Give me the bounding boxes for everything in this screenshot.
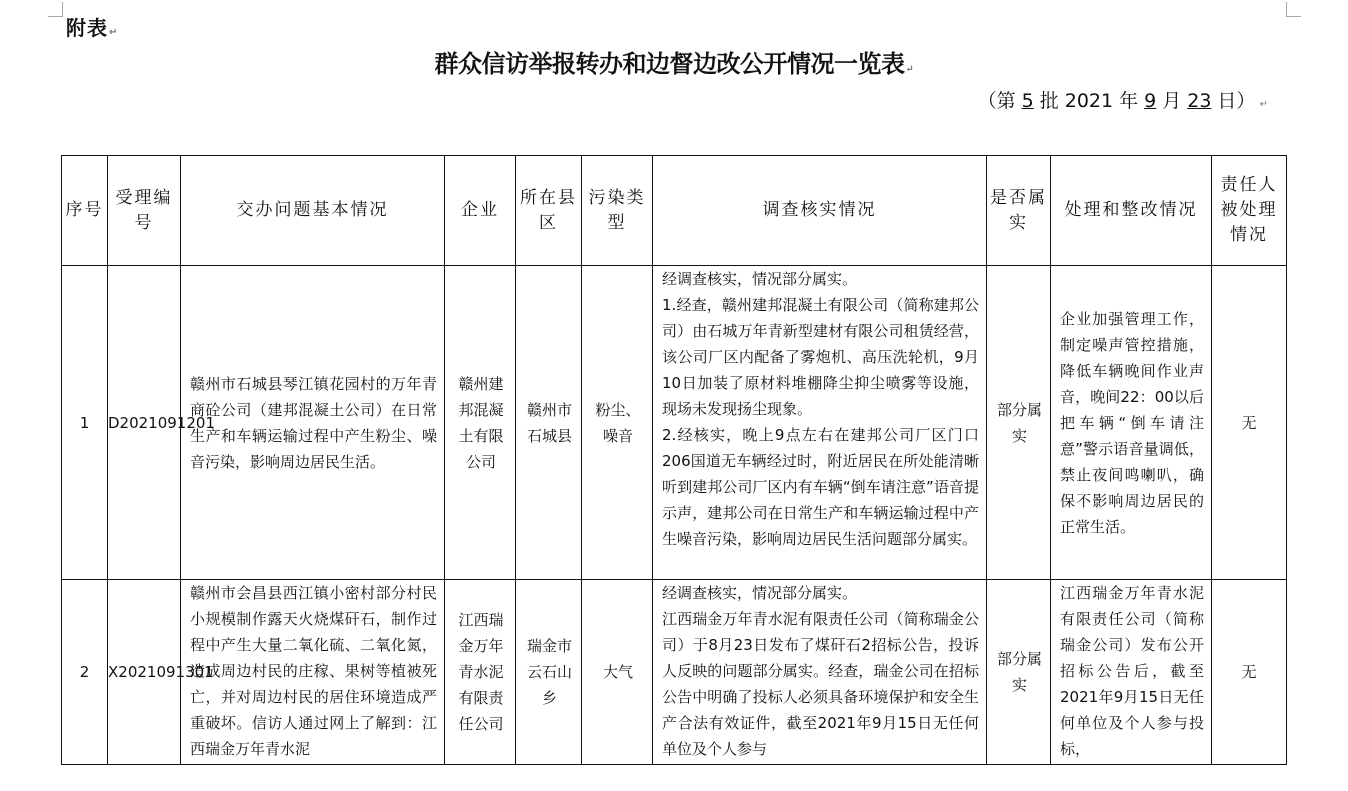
header-issue: 交办问题基本情况 (181, 156, 445, 266)
header-investigation: 调查核实情况 (653, 156, 987, 266)
row-issue: 赣州市石城县琴江镇花园村的万年青商砼公司（建邦混凝土公司）在日常生产和车辆运输过程中产生粉尘、噪音污染，影响周边居民生活。 (181, 266, 445, 580)
row-handling: 江西瑞金万年青水泥有限责任公司（简称瑞金公司）发布公开招标公告后，截至2021年9月15日无任何单位及个人参与投标， (1051, 580, 1212, 765)
batch-month: 9 (1144, 90, 1157, 112)
row-verified: 部分属实 (987, 266, 1051, 580)
row-investigation: 经调查核实，情况部分属实。 江西瑞金万年青水泥有限责任公司（简称瑞金公司）于8月23日发布了煤矸石2招标公告，投诉人反映的问题部分属实。经查，瑞金公司在招标公告中明确了投标人必须具备环境保护和安全生产合法有效证件，截至2021年9月15日无任何单位及个人参与 (653, 580, 987, 765)
row-case-no: D2021091201 (108, 266, 181, 580)
crop-mark-top-right (1286, 2, 1301, 17)
crop-mark-top-left (48, 2, 63, 17)
row-accountability: 无 (1212, 266, 1287, 580)
row-case-no: X2021091301 (108, 580, 181, 765)
batch-day: 23 (1187, 90, 1212, 112)
row-enterprise: 赣州建邦混凝土有限公司 (445, 266, 516, 580)
row-issue: 赣州市会昌县西江镇小密村部分村民小规模制作露天火烧煤矸石，制作过程中产生大量二氧化硫、二氧化氮，造成周边村民的庄稼、果树等植被死亡，并对周边村民的居住环境造成严重破坏。信访人通过网上了解到：江西瑞金万年青水泥 (181, 580, 445, 765)
disclosure-table (61, 155, 1287, 765)
header-accountability: 责任人被处理情况 (1212, 156, 1287, 266)
header-county: 所在县区 (516, 156, 582, 266)
document-title: 群众信访举报转办和边督边改公开情况一览表↵ (434, 49, 914, 78)
header-case-no: 受理编号 (108, 156, 181, 266)
row-investigation: 经调查核实，情况部分属实。 1.经查，赣州建邦混凝土有限公司（简称建邦公司）由石城万年青新型建材有限公司租赁经营，该公司厂区内配备了雾炮机、高压洗轮机，9月10日加装了原材料堆棚降尘抑尘喷雾等设施，现场未发现扬尘现象。 2.经核实，晚上9点左右在建邦公司厂区门口206国道无车辆经过时，附近居民在所处能清晰听到建邦公司厂区内有车辆“倒车请注意”语音提示声，建邦公司在日常生产和车辆运输过程中产生噪音污染，影响周边居民生活问题部分属实。 (653, 266, 987, 580)
appendix-label: 附表↵ (66, 16, 119, 40)
row-pollution: 粉尘、噪音 (582, 266, 653, 580)
row-pollution: 大气 (582, 580, 653, 765)
header-seq: 序号 (62, 156, 108, 266)
row-seq: 1 (62, 266, 108, 580)
row-handling: 企业加强管理工作，制定噪声管控措施，降低车辆晚间作业声音，晚间22：00以后把车辆“倒车请注意”警示语音量调低，禁止夜间鸣喇叭，确保不影响周边居民的正常生活。 (1051, 266, 1212, 580)
header-pollution: 污染类型 (582, 156, 653, 266)
table-row (62, 580, 1287, 765)
header-verified: 是否属实 (987, 156, 1051, 266)
row-accountability: 无 (1212, 580, 1287, 765)
header-handling: 处理和整改情况 (1051, 156, 1212, 266)
row-county: 赣州市石城县 (516, 266, 582, 580)
row-enterprise: 江西瑞金万年青水泥有限责任公司 (445, 580, 516, 765)
row-verified: 部分属实 (987, 580, 1051, 765)
batch-date-line: （第 5 批 2021 年 9 月 23 日） ↵ (977, 90, 1268, 112)
table-row (62, 266, 1287, 580)
batch-number: 5 (1021, 90, 1034, 112)
header-enterprise: 企业 (445, 156, 516, 266)
table-header-row (62, 156, 1287, 266)
row-seq: 2 (62, 580, 108, 765)
row-county: 瑞金市云石山乡 (516, 580, 582, 765)
